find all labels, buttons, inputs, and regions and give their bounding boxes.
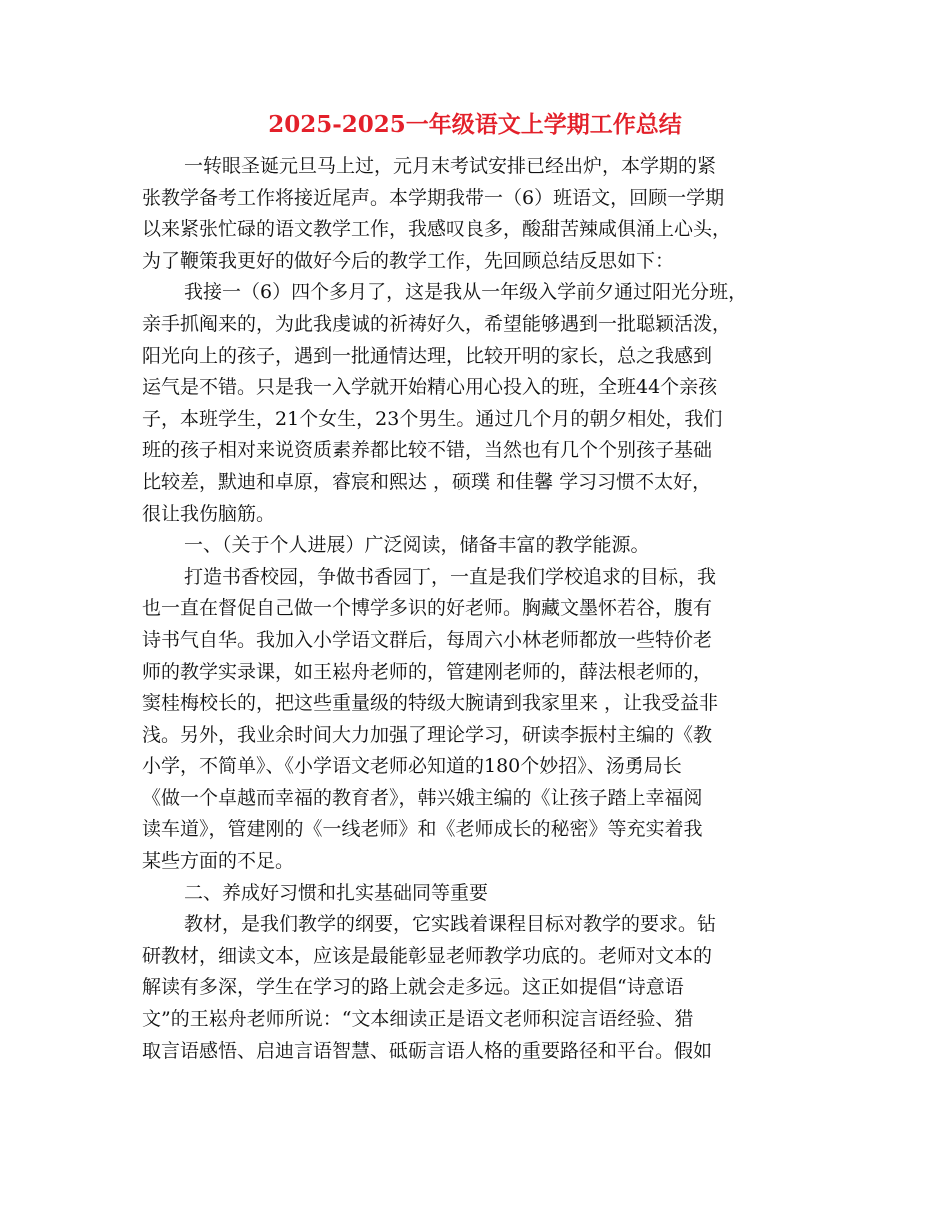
text-line: 亲手抓阄来的，为此我虔诚的祈祷好久，希望能够遇到一批聪颖活泼， — [142, 312, 732, 335]
text-line: 一、（关于个人进展）广泛阅读，储备丰富的教学能源。 — [184, 534, 650, 557]
text-line: 诗书气自华。我加入小学语文群后，每周六小林老师都放一些特价老 — [142, 628, 713, 651]
text-line: 文”的王崧舟老师所说：“文本细读正是语文老师积淀言语经验、猎 — [142, 1008, 694, 1031]
text-line: 一转眼圣诞元旦马上过，元月末考试安排已经出炉，本学期的紧 — [184, 155, 717, 177]
text-line: 二、养成好习惯和扎实基础同等重要 — [184, 881, 489, 904]
document-title: 2025-2025一年级语文上学期工作总结 — [268, 111, 682, 138]
text-line: 教材，是我们教学的纲要，它实践着课程目标对教学的要求。钻 — [184, 913, 717, 936]
text-line: 也一直在督促自己做一个博学多识的好老师。胸藏文墨怀若谷，腹有 — [142, 597, 713, 620]
text-line: 浅。另外，我业余时间大力加强了理论学习，研读李振村主编的《教 — [142, 723, 713, 746]
text-line: 解读有多深，学生在学习的路上就会走多远。这正如提倡“诗意语 — [142, 976, 684, 999]
text-line: 读车道》，管建刚的《一线老师》和《老师成长的秘密》等充实着我 — [142, 818, 703, 841]
text-line: 某些方面的不足。 — [142, 850, 295, 873]
text-line: 子，本班学生，21个女生，23个男生。通过几个月的朝夕相处，我们 — [142, 407, 723, 430]
text-line: 打造书香校园，争做书香园丁，一直是我们学校追求的目标，我 — [184, 565, 717, 588]
text-line: 师的教学实录课，如王崧舟老师的，管建刚老师的，薛法根老师的， — [142, 660, 713, 683]
text-line: 窦桂梅校长的，把这些重量级的特级大腕请到我家里来 ，让我受益非 — [142, 692, 719, 715]
text-line: 以来紧张忙碌的语文教学工作，我感叹良多，酸甜苦辣咸俱涌上心头， — [142, 218, 732, 241]
text-line: 阳光向上的孩子，遇到一批通情达理，比较开明的家长，总之我感到 — [142, 344, 713, 367]
text-line: 张教学备考工作将接近尾声。本学期我带一（6）班语文，回顾一学期 — [142, 186, 725, 209]
text-line: 为了鞭策我更好的做好今后的教学工作，先回顾总结反思如下： — [142, 249, 675, 272]
text-line: 《做一个卓越而幸福的教育者》，韩兴娥主编的《让孩子踏上幸福阅 — [142, 786, 703, 809]
text-line: 运气是不错。只是我一入学就开始精心用心投入的班，全班44个亲孩 — [142, 376, 718, 399]
text-line: 班的孩子相对来说资质素养都比较不错，当然也有几个个别孩子基础 — [142, 439, 713, 462]
document-body — [142, 151, 812, 1067]
text-line: 比较差，默迪和卓原，睿宸和熙达 ，硕璞 和佳馨 学习习惯不太好， — [142, 470, 712, 493]
text-line: 我接一（6）四个多月了，这是我从一年级入学前夕通过阳光分班， — [184, 281, 748, 304]
text-line: 小学，不简单》、《小学语文老师必知道的180个妙招》、汤勇局长 — [142, 755, 682, 778]
text-line: 取言语感悟、启迪言语智慧、砥砺言语人格的重要路径和平台。假如 — [142, 1039, 713, 1062]
text-line: 研教材，细读文本，应该是最能彰显老师教学功底的。老师对文本的 — [142, 944, 713, 967]
text-line: 很让我伤脑筋。 — [142, 502, 276, 525]
